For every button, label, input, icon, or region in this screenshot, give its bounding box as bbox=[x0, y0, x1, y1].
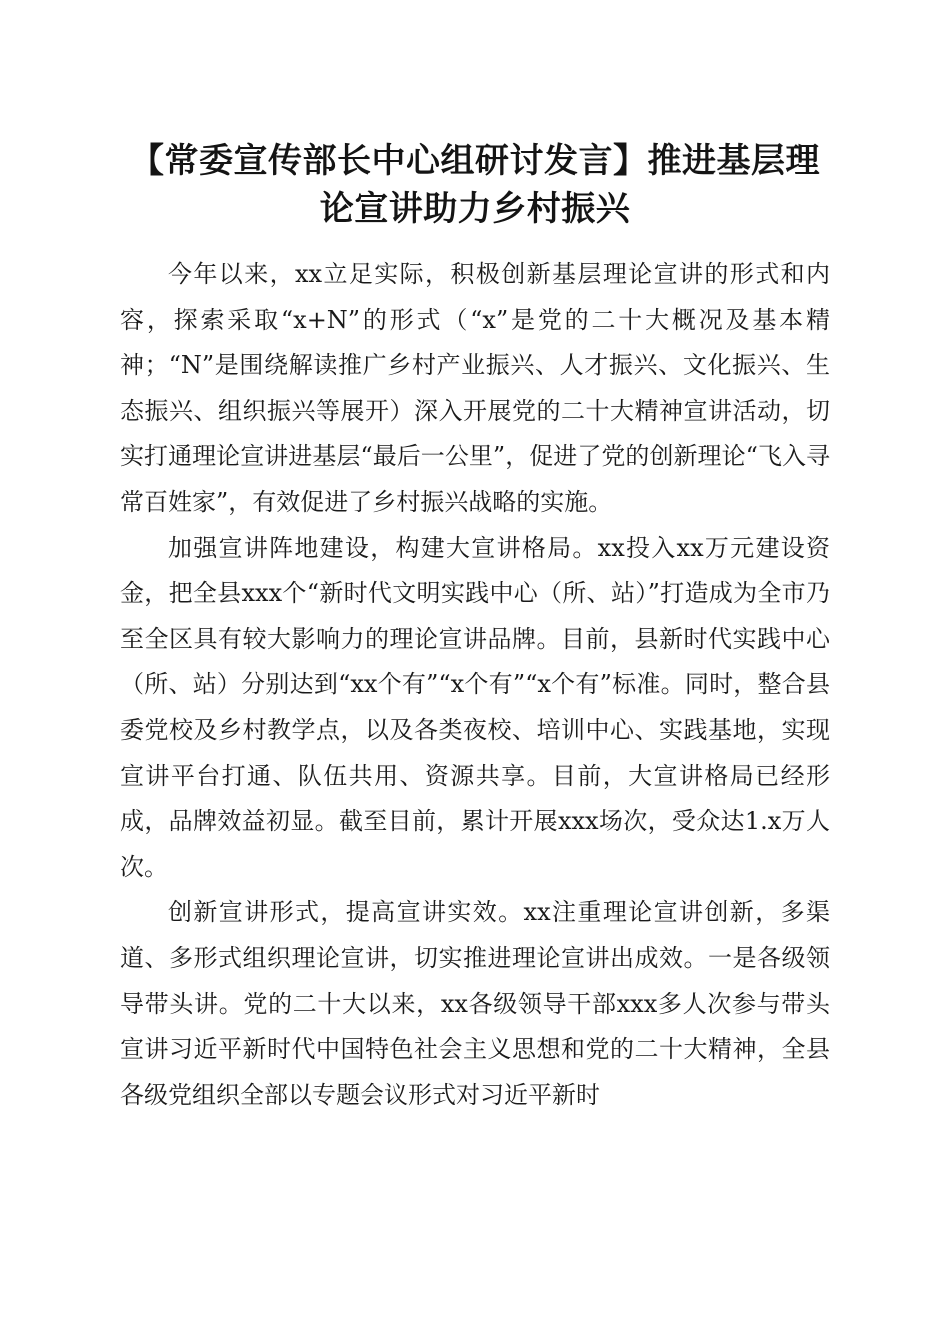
document-title: 【常委宣传部长中心组研讨发言】推进基层理论宣讲助力乡村振兴 bbox=[130, 141, 820, 229]
paragraph-platform-building: 加强宣讲阵地建设，构建大宣讲格局。xx投入xx万元建设资金，把全县xxx个“新时代文明实践中心（所、站）”打造成为全市乃至全区具有较大影响力的理论宣讲品牌。目前，县新时代实践中心（所、站）分别达到“xx个有”“x个有”“x个有”标准。同时，整合县委党校及乡村教学点，以及各类夜校、培训中心、实践基地，实现宣讲平台打通、队伍共用、资源共享。目前，大宣讲格局已经形成，品牌效益初显。截至目前，累计开展xxx场次，受众达1.x万人次。 bbox=[120, 533, 830, 881]
paragraph-innovation: 创新宣讲形式，提高宣讲实效。xx注重理论宣讲创新，多渠道、多形式组织理论宣讲，切实推进理论宣讲出成效。一是各级领导带头讲。党的二十大以来，xx各级领导干部xxx多人次参与带头宣讲习近平新时代中国特色社会主义思想和党的二十大精神，全县各级党组织全部以专题会议形式对习近平新时 bbox=[120, 898, 830, 1109]
paragraph-intro: 今年以来，xx立足实际，积极创新基层理论宣讲的形式和内容，探索采取“x+N”的形式（“x”是党的二十大概况及基本精神；“N”是围绕解读推广乡村产业振兴、人才振兴、文化振兴、生态振兴、组织振兴等展开）深入开展党的二十大精神宣讲活动，切实打通理论宣讲进基层“最后一公里”，促进了党的创新理论“飞入寻常百姓家”，有效促进了乡村振兴战略的实施。 bbox=[120, 260, 830, 516]
document-body bbox=[120, 252, 830, 1118]
